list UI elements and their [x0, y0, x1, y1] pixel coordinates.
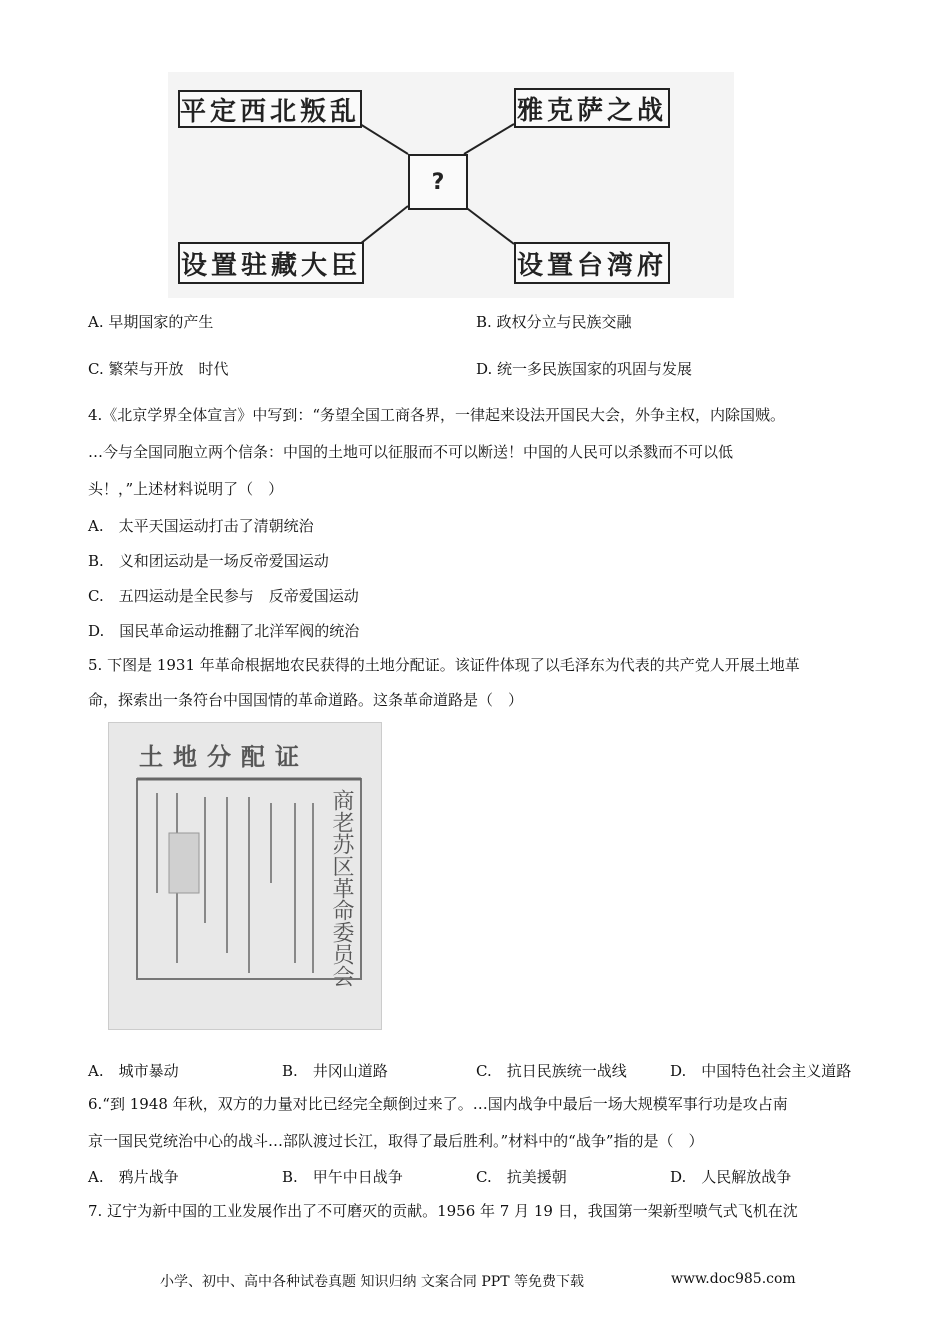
diagram-box-top-right: 雅克萨之战 — [514, 88, 670, 128]
q7-stem-line-1: 7. 辽宁为新中国的工业发展作出了不可磨灭的贡献。1956 年 7 月 19 日，我国第一架新型喷气式飞机在沈 — [88, 1202, 798, 1220]
q5-option-a: A. 城市暴动 — [88, 1062, 179, 1080]
q3-option-c: C. 繁荣与开放 时代 — [88, 360, 229, 378]
q6-option-c: C. 抗美援朝 — [476, 1168, 567, 1186]
q3-option-d: D. 统一多民族国家的巩固与发展 — [476, 360, 693, 378]
q5-option-d: D. 中国特色社会主义道路 — [670, 1062, 852, 1080]
question-3-diagram — [168, 72, 734, 298]
footer-promo-text: 小学、初中、高中各种试卷真题 知识归纳 文案合同 PPT 等免费下载 — [160, 1274, 584, 1290]
certificate-issuer: 商老苏区革命委员会 — [329, 789, 354, 987]
diagram-box-top-left: 平定西北叛乱 — [178, 90, 362, 128]
q5-stem-line-1: 5. 下图是 1931 年革命根据地农民获得的土地分配证。该证件体现了以毛泽东为代表的共产党人开展土地革 — [88, 656, 800, 674]
diagram-box-center: ? — [408, 154, 468, 210]
certificate-title: 土地分配证 — [139, 742, 309, 771]
q4-stem-line-3: 头！，”上述材料说明了（ ） — [88, 480, 284, 498]
q4-option-b: B. 义和团运动是一场反帝爱国运动 — [88, 552, 329, 570]
q6-stem-line-2: 京一国民党统治中心的战斗…部队渡过长江，取得了最后胜利。”材料中的“战争”指的是（ ） — [88, 1132, 704, 1150]
q3-option-a: A. 早期国家的产生 — [88, 313, 214, 331]
q6-option-b: B. 甲午中日战争 — [282, 1168, 403, 1186]
q4-stem-line-1: 4.《北京学界全体宣言》中写到：“务望全国工商各界，一律起来设法开国民大会，外争主权，内除国贼。 — [88, 406, 785, 424]
q5-option-c: C. 抗日民族统一战线 — [476, 1062, 627, 1080]
q5-option-b: B. 井冈山道路 — [282, 1062, 388, 1080]
land-certificate-image — [108, 722, 382, 1030]
q4-stem-line-2: …今与全国同胞立两个信条：中国的土地可以征服而不可以断送！中国的人民可以杀戮而不可以低 — [88, 443, 734, 461]
diagram-box-bottom-right: 设置台湾府 — [514, 242, 670, 284]
q6-option-d: D. 人民解放战争 — [670, 1168, 792, 1186]
q4-option-c: C. 五四运动是全民参与 反帝爱国运动 — [88, 587, 359, 605]
q3-option-b: B. 政权分立与民族交融 — [476, 313, 632, 331]
q4-option-d: D. 国民革命运动推翻了北洋军阀的统治 — [88, 622, 360, 640]
q5-stem-line-2: 命，探索出一条符台中国国情的革命道路。这条革命道路是（ ） — [88, 691, 524, 709]
q6-stem-line-1: 6.“到 1948 年秋，双方的力量对比已经完全颠倒过来了。…国内战争中最后一场大规模军事行功是攻占南 — [88, 1095, 788, 1113]
q6-option-a: A. 鸦片战争 — [88, 1168, 179, 1186]
q4-option-a: A. 太平天国运动打击了清朝统治 — [88, 517, 314, 535]
footer-url-link[interactable]: www.doc985.com — [671, 1271, 796, 1287]
diagram-box-bottom-left: 设置驻藏大臣 — [178, 242, 364, 284]
